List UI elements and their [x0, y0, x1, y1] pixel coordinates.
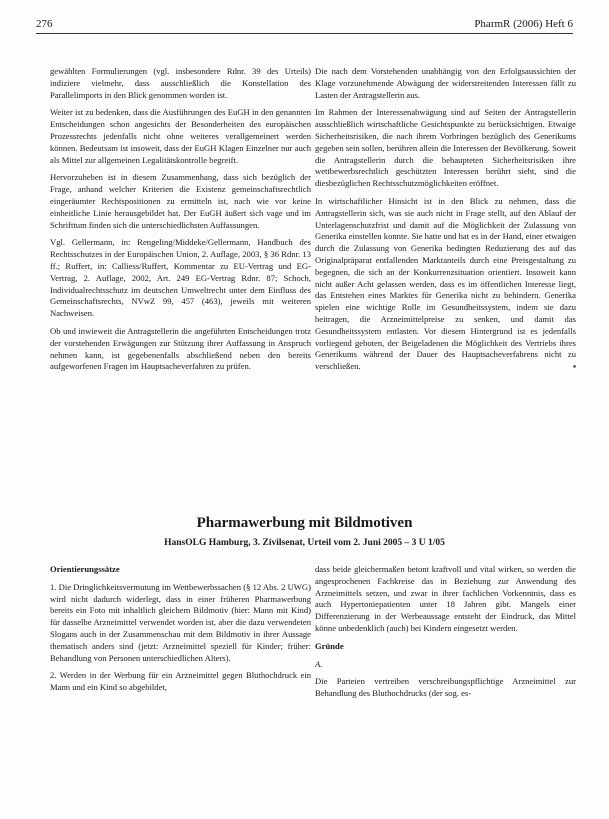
paragraph: 2. Werden in der Werbung für ein Arzneimittel gegen Bluthochdruck ein Mann und ein Kind so abgebildet,	[50, 670, 311, 693]
section-heading: Orientierungssätze	[50, 564, 120, 574]
paragraph: Ob und inwieweit die Antragstellerin die angeführten Entscheidungen trotz der vorstehenden Erwägungen zur Stützung ihrer Auffassung in Anspruch nehmen kann, ist gegebenenfalls abschließend neben den bereits aufgeworfenen Fragen im Hauptsacheverfahren zu prüfen.	[50, 325, 311, 372]
column-bottom-left	[50, 564, 311, 700]
paragraph	[315, 196, 576, 373]
paragraph: gewählten Formulierungen (vgl. insbesondere Rdnr. 39 des Urteils) indiziere vielmehr, dass ausschließlich die Konstellation des Parallelimports in den Blick genommen worden ist.	[50, 66, 311, 100]
header-rule	[36, 33, 573, 34]
end-mark: ▪	[572, 361, 576, 372]
paragraph: Die Parteien vertreiben verschreibungspflichtige Arzneimittel zur Behandlung des Bluthochdrucks (der sog. es-	[315, 676, 576, 699]
column-top-right	[315, 66, 576, 379]
citation-paragraph: Vgl. Gellermann, in: Rengeling/Middeke/Gellermann, Handbuch des Rechtsschutzes in der Europäischen Union, 2. Auflage, 2003, § 36 Rdnr. 13 ff.; Ruffert, in: Calliess/Ruffert, Kommentar zu EU-Vertrag und EG-Vertrag, 2. Auflage, 2002, Art. 249 EG-Vertrag Rdnr. 87; Schoch, Individualrechtsschutz im deutschen Umweltrecht unter dem Einfluss des Gemeinschaftsrechts, NVwZ 99, 457 (463), jeweils mit weiteren Nachweisen.	[50, 237, 311, 319]
paragraph: 1. Die Dringlichkeitsvermutung im Wettbewerbssachen (§ 12 Abs. 2 UWG) wird nicht dadurch widerlegt, dass in einer früheren Pharmawerbung bereits ein Foto mit inhaltlich gleichem Bildmotiv (hier: Mann mit Kind) für dasselbe Arzneimittel verwendet worden ist, aber die dazu verwendeten Slogans auch in der Zusammenschau mit dem Bildmotiv in ihrer Aussage thematisch anders sind (jetzt: Arzneimittel speziell für Kinder; früher: Behandlung von Personen unterschiedlichen Alters).	[50, 581, 311, 663]
section-letter: A.	[315, 658, 323, 669]
section-heading: Gründe	[315, 640, 344, 651]
paragraph: Die nach dem Vorstehenden unabhängig von den Erfolgsaussichten der Klage vorzunehmende Abwägung der widerstreitenden Interessen fällt zu Lasten der Antragstellerin aus.	[315, 66, 576, 100]
column-bottom-right	[315, 564, 576, 706]
running-header	[36, 16, 573, 32]
paragraph: dass beide gleichermaßen betont kraftvoll und vital wirken, so werden die angesprochenen Fachkreise das in Beziehung zur Anwendung des Arzneimittels setzen, und zwar in ihrer fachlichen Vorkenntnis, dass es auch Hypertoniepatienten unter 18 Jahren gibt. Mangels einer Differenzierung in der Werbeaussage entsteht der Eindruck, das Mittel könne unbedenklich (auch) bei Kindern eingesetzt werden.	[315, 564, 576, 633]
journal-reference: PharmR (2006) Heft 6	[474, 18, 573, 30]
paragraph-text: In wirtschaftlicher Hinsicht ist in den Blick zu nehmen, dass die Antragstellerin sich, was sie auch nicht in Frage stellt, auf den Ablauf der Unterlagenschutzfrist und damit auf die Möglichkeit der Zulassung von Generika einstellen konnte. Sie hatte und hat es in der Hand, einer etwaigen durch die Zulassung von Generika bedingten Reduzierung des auf das Originalpräparat entfallenden Marktanteils durch eine Preisgestaltung zu begegnen, die sich an der Konkurrenzsituation orientiert. Insoweit kann nicht außer Acht gelassen werden, dass es im öffentlichen Interesse liegt, das Entstehen eines Marktes für Generika nicht zu behindern. Generika spielen eine wichtige Rolle im Gesundheitssystem, indem sie dazu beitragen, die Arzneimittelpreise zu senken, und damit das Gesundheitssystem entlasten. Vor diesem Hintergrund ist es jedenfalls vorliegend geboten, der Beigeladenen die Möglichkeit des Vertriebs ihres Generikums während der Dauer des Hauptsacheverfahrens nicht zu verschließen.	[315, 195, 576, 372]
column-top-left	[50, 66, 311, 379]
paragraph: Hervorzuheben ist in diesem Zusammenhang, dass sich bezüglich der Frage, anhand welcher Kriterien die Existenz gemeinschaftsrechtlich eingeräumter Rechtspositionen zu ermitteln ist, nach wie vor keine einheitliche Linie herausgebildet hat. Der EuGH äußert sich vage und im Schrifttum finden sich die unterschiedlichsten Auffassungen.	[50, 172, 311, 230]
article-subtitle: HansOLG Hamburg, 3. Zivilsenat, Urteil vom 2. Juni 2005 – 3 U 1/05	[164, 538, 445, 548]
paragraph: Weiter ist zu bedenken, dass die Ausführungen des EuGH in den genannten Entscheidungen schon angesichts der Besonderheiten des europäischen Prozessrechts jedenfalls nicht ohne weiteres verallgemeinert werden können. Bedeutsam ist insoweit, dass der EuGH Klagen Einzelner nur auch als Mittel zur allgemeinen Legalitätskontrolle begreift.	[50, 107, 311, 165]
page-number: 276	[36, 18, 53, 30]
article-title: Pharmawerbung mit Bildmotiven	[196, 515, 413, 531]
paragraph: Im Rahmen der Interessenabwägung sind auf Seiten der Antragstellerin ausschließlich wirtschaftliche Gesichtspunkte zu berücksichtigen. Etwaige Sicherheitsrisiken, die nach ihrem Vorbringen bezüglich des Generikums gegeben sein sollen, berühren allein die Interessen der Bevölkerung. Soweit die Antragstellerin durch die behaupteten Sicherheitsrisiken ihre wettbewerbsrechtlich geschützten Interessen berührt sieht, sind die diesbezüglichen Rechtsschutzmöglichkeiten eröffnet.	[315, 107, 576, 189]
